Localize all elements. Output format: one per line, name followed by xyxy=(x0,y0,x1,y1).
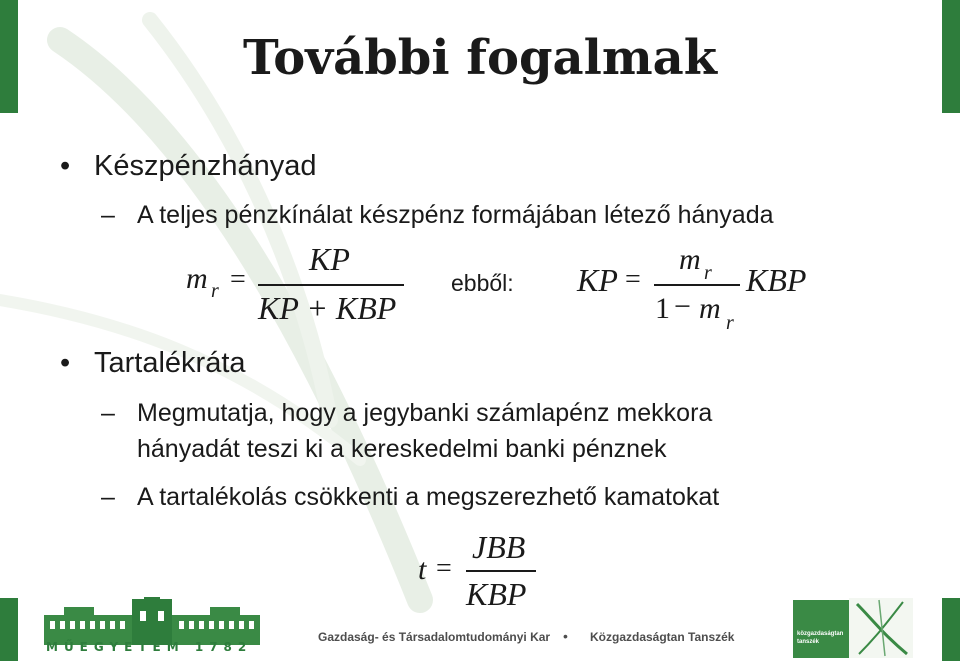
sub-item xyxy=(101,199,774,232)
formula-denominator-one: 1 xyxy=(655,292,670,325)
formula-equals: = xyxy=(436,553,452,584)
formula-equals: = xyxy=(230,264,246,295)
sub-item xyxy=(101,481,720,514)
brand-box-label: közgazdaságtan tanszék xyxy=(797,631,844,645)
footer-department: Közgazdaságtan Tanszék xyxy=(590,630,735,644)
fraction-bar xyxy=(466,570,536,572)
footer-faculty: Gazdaság- és Társadalomtudományi Kar xyxy=(318,630,551,644)
bullet-label: Tartalékráta xyxy=(94,347,246,379)
formula-lhs: t xyxy=(418,553,427,586)
formula-connector: ebből: xyxy=(451,270,514,296)
formula-numerator: JBB xyxy=(472,529,526,565)
sub-item xyxy=(101,397,713,430)
formula-tail: KBP xyxy=(746,262,807,298)
formula-numerator-subscript: r xyxy=(704,262,712,284)
sub-item-text: A teljes pénzkínálat készpénz formájában létező hányada xyxy=(137,201,774,229)
formula-denominator-minus: − xyxy=(674,290,691,323)
bullet-reserve-ratio xyxy=(60,347,246,380)
formula-denominator: KBP xyxy=(466,576,527,612)
corner-bar-bottom-right xyxy=(942,598,960,661)
department-brand-box xyxy=(793,600,849,658)
dash-icon: – xyxy=(101,483,115,511)
dash-icon: – xyxy=(101,201,115,229)
formula-lhs: m xyxy=(186,262,208,295)
formula-lhs: KP xyxy=(577,262,618,298)
corner-bar-bottom-left xyxy=(0,598,18,661)
footer-separator: • xyxy=(563,628,568,644)
university-wordmark: MŰEGYETEM 1782 xyxy=(46,640,253,654)
formula-numerator: m xyxy=(679,243,701,276)
sub-item-text: Megmutatja, hogy a jegybanki számlapénz mekkora xyxy=(137,399,713,427)
bullet-icon: • xyxy=(60,150,71,182)
sub-item-text: A tartalékolás csökkenti a megszerezhető kamatokat xyxy=(137,483,720,511)
formula-numerator: KP xyxy=(309,241,350,277)
formula-lhs-subscript: r xyxy=(211,280,219,302)
sub-item-text: hányadát teszi ki a kereskedelmi banki pénznek xyxy=(137,435,667,463)
department-leaf-logo-icon xyxy=(849,598,913,658)
formula-equals: = xyxy=(625,264,641,295)
dash-icon: – xyxy=(101,399,115,427)
formula-denominator-subscript: r xyxy=(726,312,734,334)
bullet-icon: • xyxy=(60,347,71,379)
bullet-cash-ratio xyxy=(60,150,317,183)
formula-denominator-variable: m xyxy=(699,292,721,325)
fraction-bar xyxy=(654,284,740,286)
slide-title: További fogalmak xyxy=(243,30,717,86)
fraction-bar xyxy=(258,284,404,286)
bullet-label: Készpénzhányad xyxy=(94,150,317,182)
formula-denominator: KP + KBP xyxy=(258,290,397,326)
sub-item-continuation xyxy=(137,433,666,466)
